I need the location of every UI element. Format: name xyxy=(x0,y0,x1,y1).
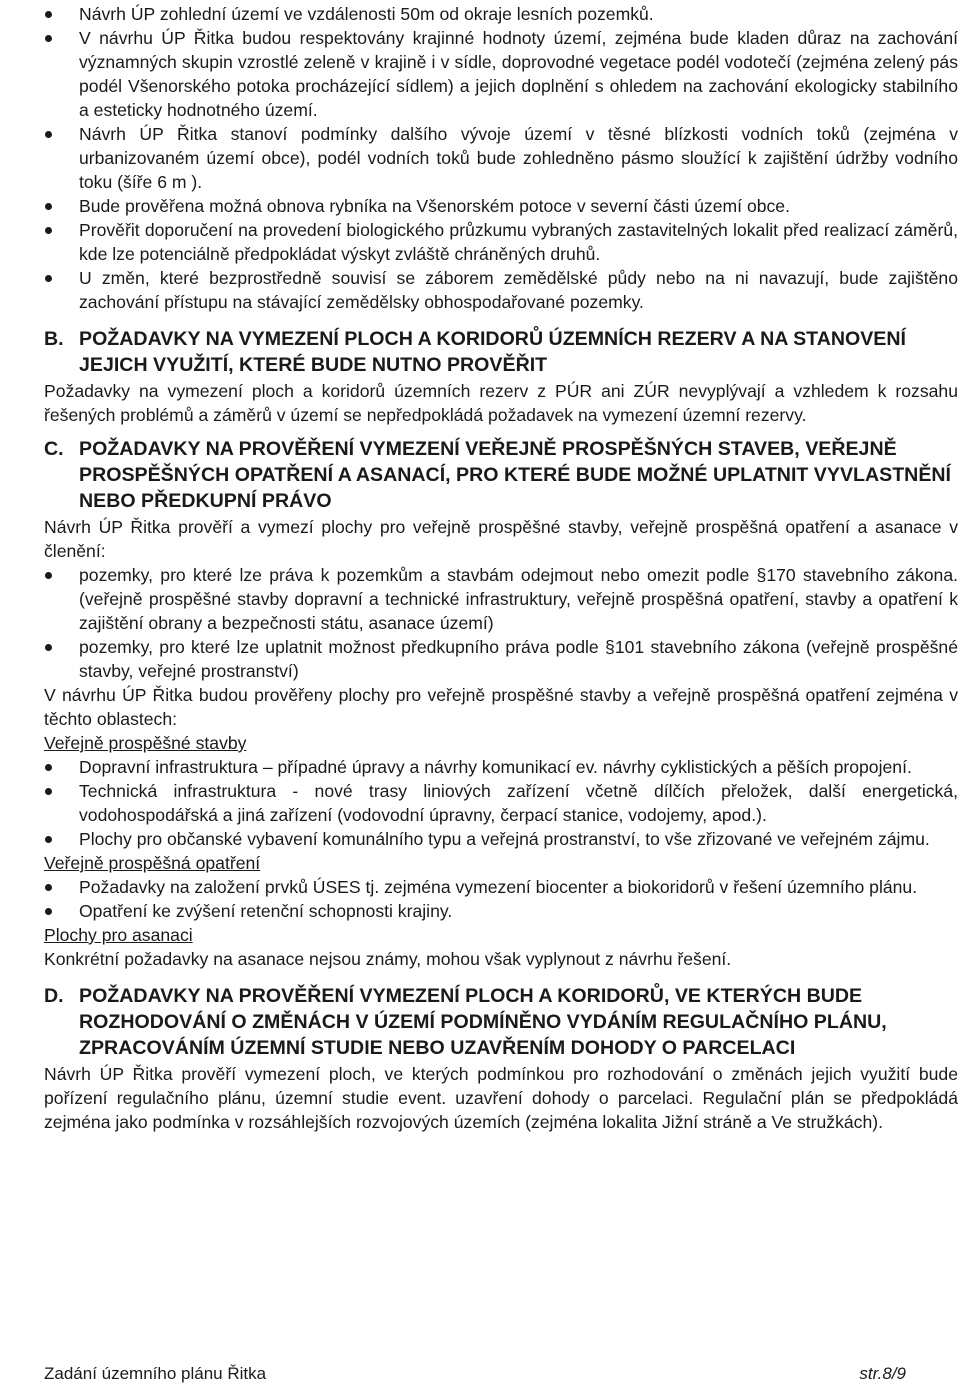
section-c-heading xyxy=(44,436,958,514)
list-item: Opatření ke zvýšení retenční schopnosti krajiny. xyxy=(44,899,958,923)
footer-page-number: str.8/9 xyxy=(859,1364,906,1383)
section-title: POŽADAVKY NA PROVĚŘENÍ VYMEZENÍ PLOCH A KORIDORŮ, VE KTERÝCH BUDE ROZHODOVÁNÍ O ZMĚNÁCH V ÚZEMÍ PODMÍNĚNO VYDÁNÍM REGULAČNÍHO PLÁNU, ZPRACOVÁNÍM ÚZEMNÍ STUDIE NEBO UZAVŘENÍM DOHODY O PARCELACI xyxy=(79,985,887,1059)
list-item: Návrh ÚP Řitka stanoví podmínky dalšího vývoje území v těsné blízkosti vodních toků (zejména v urbanizovaném území obce), podél vodních toků bude zohledněno pásmo sloužící k zajištění údržby vodního toku (šíře 6 m ). xyxy=(44,122,958,194)
document-page xyxy=(44,0,958,1134)
section-d-text: Návrh ÚP Řitka prověří vymezení ploch, ve kterých podmínkou pro rozhodování o změnách jejich využití bude pořízení regulačního plánu, územní studie event. uzavření dohody o parcelaci. Regulační plán se předpokládá zejména jako podmínka v rozsáhlejších rozvojových územích (zejména lokalita Jižní stráně a Ve stružkách). xyxy=(44,1064,958,1132)
list-item: Plochy pro občanské vybavení komunálního typu a veřejná prostranství, to vše zřizované ve veřejném zájmu. xyxy=(44,827,958,851)
asanace-text: Konkrétní požadavky na asanace nejsou známy, mohou však vyplynout z návrhu řešení. xyxy=(44,949,732,969)
section-letter: C. xyxy=(44,438,64,460)
list-item: Požadavky na založení prvků ÚSES tj. zejména vymezení biocenter a biokoridorů v řešení územního plánu. xyxy=(44,875,958,899)
page-footer xyxy=(44,1362,958,1386)
subheading-asanace: Plochy pro asanaci xyxy=(44,925,193,945)
list-item: U změn, které bezprostředně souvisí se záborem zemědělské půdy nebo na ni navazují, bude zajištěno zachování přístupu na stávající zemědělsky obhospodařované pozemky. xyxy=(44,266,958,314)
subheading-public-buildings: Veřejně prospěšné stavby xyxy=(44,733,247,753)
section-c-intro: Návrh ÚP Řitka prověří a vymezí plochy pro veřejně prospěšné stavby, veřejně prospěšná opatření a asanace v členění: xyxy=(44,517,958,561)
section-title: POŽADAVKY NA VYMEZENÍ PLOCH A KORIDORŮ ÚZEMNÍCH REZERV A NA STANOVENÍ JEJICH VYUŽITÍ, KTERÉ BUDE NUTNO PROVĚŘIT xyxy=(79,328,906,376)
public-measures-list xyxy=(44,875,958,923)
subheading-public-measures: Veřejně prospěšná opatření xyxy=(44,853,261,873)
public-buildings-list xyxy=(44,755,958,851)
list-item: Dopravní infrastruktura – případné úpravy a návrhy komunikací ev. návrhy cyklistických a pěších propojení. xyxy=(44,755,958,779)
list-item: pozemky, pro které lze práva k pozemkům a stavbám odejmout nebo omezit podle §170 stavebního zákona. (veřejně prospěšné stavby dopravní a technické infrastruktury, veřejně prospěšná opatření, stavby a opatření k zajištění obrany a bezpečnosti státu, asanace území) xyxy=(44,563,958,635)
section-title: POŽADAVKY NA PROVĚŘENÍ VYMEZENÍ VEŘEJNĚ PROSPĚŠNÝCH STAVEB, VEŘEJNĚ PROSPĚŠNÝCH OPATŘENÍ A ASANACÍ, PRO KTERÉ BUDE MOŽNÉ UPLATNIT VYVLASTNĚNÍ NEBO PŘEDKUPNÍ PRÁVO xyxy=(79,438,951,512)
section-c-text2: V návrhu ÚP Řitka budou prověřeny plochy pro veřejně prospěšné stavby a veřejně prospěšná opatření zejména v těchto oblastech: xyxy=(44,685,958,729)
section-b-heading xyxy=(44,326,958,378)
division-list xyxy=(44,563,958,683)
list-item: Bude prověřena možná obnova rybníka na Všenorském potoce v severní části území obce. xyxy=(44,194,958,218)
list-item: V návrhu ÚP Řitka budou respektovány krajinné hodnoty území, zejména bude kladen důraz na zachování významných skupin vzrostlé zeleně v krajině i v sídle, doprovodné vegetace podél vodotečí (zejména zelený pás podél Všenorského potoka procházející sídlem) a jejich doplnění s ohledem na zachování ekologicky stabilního a esteticky hodnotného území. xyxy=(44,26,958,122)
list-item: Návrh ÚP zohlední území ve vzdálenosti 50m od okraje lesních pozemků. xyxy=(44,2,958,26)
section-b-text: Požadavky na vymezení ploch a koridorů územních rezerv z PÚR ani ZÚR nevyplývají a vzhledem k rozsahu řešených problémů a záměrů v území se nepředpokládá požadavek na vymezení územní rezervy. xyxy=(44,381,958,425)
section-d-heading xyxy=(44,983,958,1061)
section-letter: B. xyxy=(44,328,64,350)
footer-document-title: Zadání územního plánu Řitka xyxy=(44,1364,267,1383)
list-item: Prověřit doporučení na provedení biologického průzkumu vybraných zastavitelných lokalit před realizací záměrů, kde lze potenciálně předpokládat výskyt zvláště chráněných druhů. xyxy=(44,218,958,266)
top-bullet-list xyxy=(44,2,958,314)
list-item: Technická infrastruktura - nové trasy liniových zařízení včetně dílčích přeložek, další energetická, vodohospodářská a jiná zařízení (vodovodní úpravny, čerpací stanice, vodojemy, apod.). xyxy=(44,779,958,827)
section-letter: D. xyxy=(44,985,64,1007)
list-item: pozemky, pro které lze uplatnit možnost předkupního práva podle §101 stavebního zákona (veřejně prospěšné stavby, veřejné prostranství) xyxy=(44,635,958,683)
